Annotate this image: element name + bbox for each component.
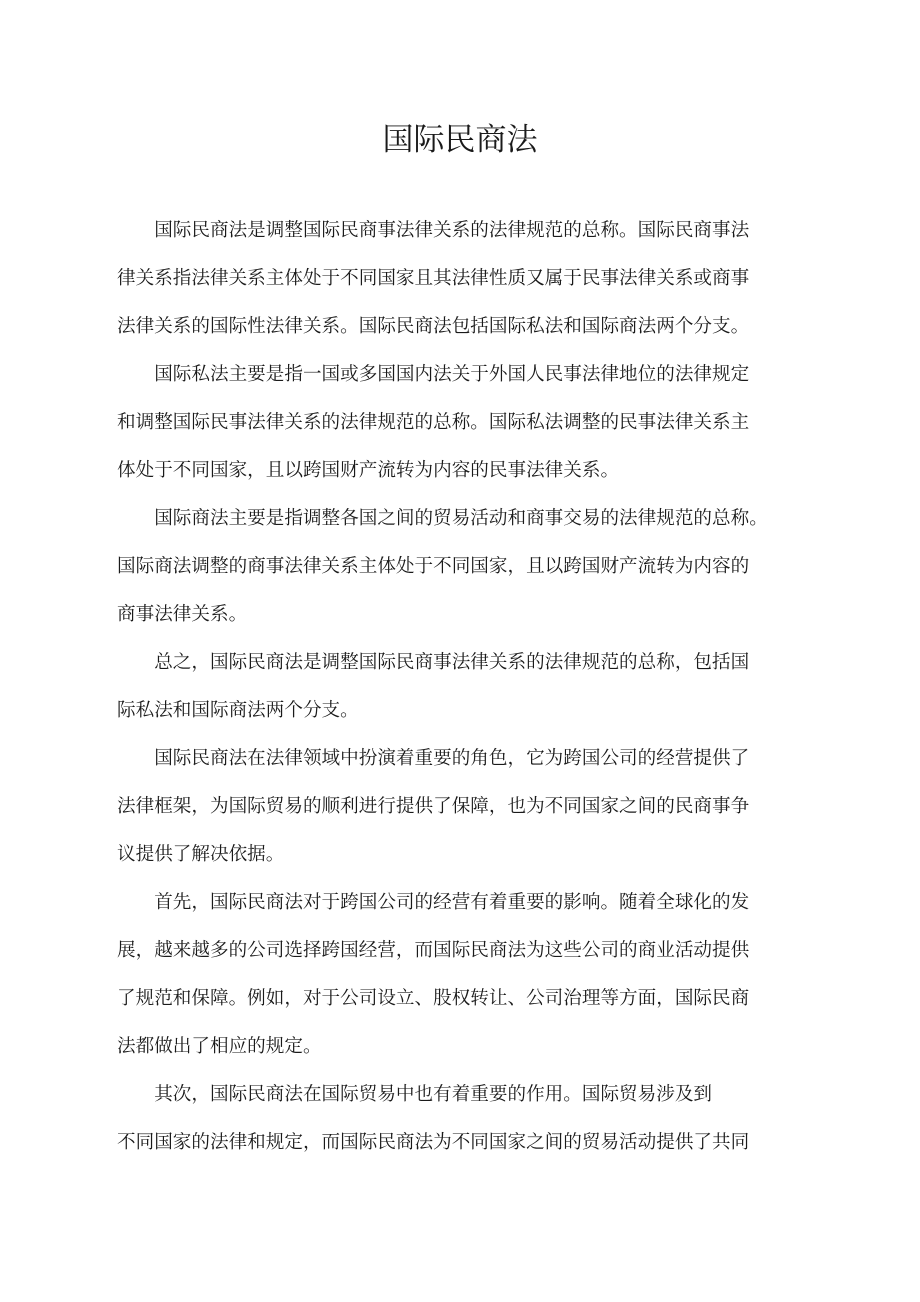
paragraph-international-commercial-law: 国际商法主要是指调整各国之间的贸易活动和商事交易的法律规范的总称。 国际商法调整的商事法律关系主体处于不同国家，且以跨国财产流转为内容的 商事法律关系。 bbox=[117, 508, 768, 625]
paragraph-private-international-law: 国际私法主要是指一国或多国国内法关于外国人民事法律地位的法律规定 和调整国际民事法律关系的法律规范的总称。国际私法调整的民事法律关系主 体处于不同国家，且以跨国财产流转为内容的民事法律关系。 bbox=[117, 364, 750, 481]
paragraph-definition: 国际民商法是调整国际民商事法律关系的法律规范的总称。国际民商事法 律关系指法律关系主体处于不同国家且其法律性质又属于民事法律关系或商事 法律关系的国际性法律关系。国际民商法包括国际私法和国际商法两个分支。 bbox=[117, 220, 750, 337]
paragraph-secondly: 其次，国际民商法在国际贸易中也有着重要的作用。国际贸易涉及到 不同国家的法律和规定，而国际民商法为不同国家之间的贸易活动提供了共同 bbox=[117, 1084, 750, 1153]
document-title: 国际民商法 bbox=[382, 122, 538, 158]
paragraph-role: 国际民商法在法律领域中扮演着重要的角色，它为跨国公司的经营提供了 法律框架，为国际贸易的顺利进行提供了保障，也为不同国家之间的民商事争 议提供了解决依据。 bbox=[117, 748, 750, 865]
paragraph-firstly: 首先，国际民商法对于跨国公司的经营有着重要的影响。随着全球化的发 展，越来越多的公司选择跨国经营，而国际民商法为这些公司的商业活动提供 了规范和保障。例如，对于公司设立、股权转让、公司治理等方面，国际民商 法都做出了相应的规定。 bbox=[117, 892, 750, 1057]
paragraph-summary: 总之，国际民商法是调整国际民商事法律关系的法律规范的总称，包括国 际私法和国际商法两个分支。 bbox=[117, 652, 750, 721]
